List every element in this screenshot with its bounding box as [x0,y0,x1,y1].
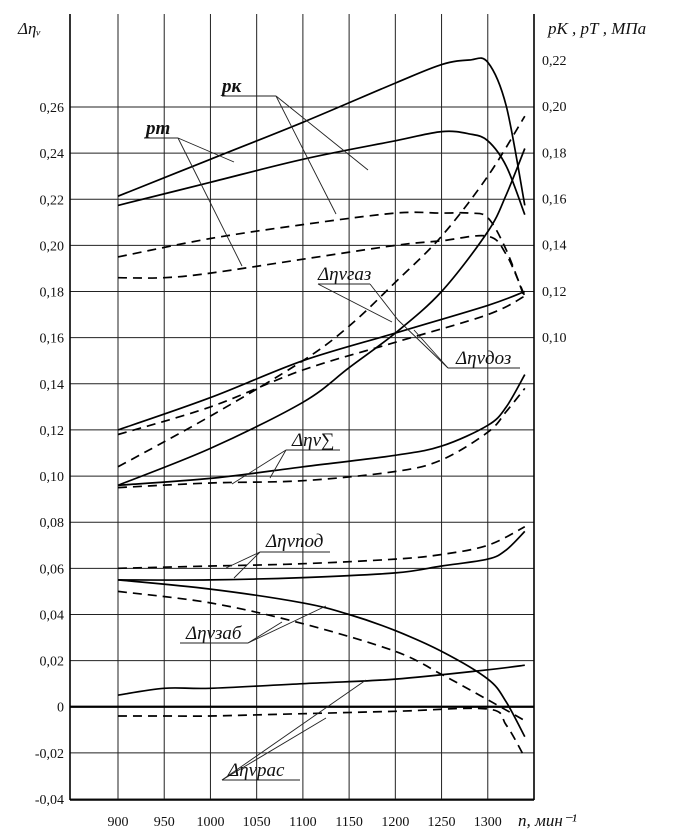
label-ras: Δηvрас [228,760,285,781]
label-zab: Δηvзаб [186,623,242,644]
label-pt: pт [146,118,171,139]
y-right-tick-label: 0,18 [542,146,567,162]
leader-line [232,450,286,484]
x-axis-label: n, мин⁻¹ [518,811,577,830]
y-left-tick-label: -0,02 [34,746,64,762]
x-tick-label: 900 [107,815,129,830]
x-tick-label: 950 [153,815,175,830]
series-line-3 [118,131,525,214]
label-sum: Δηv∑ [292,430,335,451]
series-line-15 [118,665,525,695]
leader-line [414,330,448,368]
series-line-14 [118,591,525,720]
y-right-tick-label: 0,20 [542,100,567,116]
label-doz: Δηvдоз [456,348,512,369]
y-right-tick-label: 0,10 [542,331,567,346]
y-axis-left-label: Δηᵥ [18,19,42,38]
leader-line [398,320,448,368]
y-right-tick-label: 0,16 [542,192,567,208]
leader-line [318,284,392,322]
y-right-tick-label: 0,14 [542,238,567,254]
label-pk: pк [222,76,242,97]
grid [70,14,534,800]
label-gaz: Δηvгаз [318,264,372,285]
x-tick-label: 1250 [427,815,456,830]
x-tick-label: 1100 [289,815,317,830]
data-curves [118,58,525,757]
plot-frame [70,14,534,800]
y-left-tick-label: 0,22 [39,193,64,209]
y-left-tick-label: 0,06 [39,562,64,578]
x-tick-label: 1000 [196,815,225,830]
y-right-tick-label: 0,22 [542,54,567,69]
y-left-tick-label: 0,10 [39,470,64,486]
x-tick-label: 1300 [473,815,502,830]
x-tick-label: 1050 [242,815,271,830]
series-line-16 [118,708,525,757]
series-line-1 [118,58,525,205]
y-left-tick-label: -0,04 [34,793,64,808]
y-left-tick-label: 0,08 [39,516,64,532]
y-left-tick-label: 0,12 [39,423,64,439]
label-pod: Δηvпод [266,531,324,552]
y-right-tick-label: 0,12 [542,284,567,300]
y-left-tick-label: 0 [57,700,64,716]
leader-line [178,138,234,162]
x-tick-label: 1200 [381,815,410,830]
y-left-tick-label: 0,16 [39,331,64,347]
y-left-tick-label: 0,26 [39,101,64,116]
leader-line [270,450,286,478]
y-left-tick-label: 0,14 [39,377,64,393]
x-tick-label: 1150 [335,815,363,830]
leader-line [248,622,282,643]
y-left-tick-label: 0,24 [39,147,64,163]
y-left-tick-label: 0,20 [39,239,64,255]
y-axis-right-label: pК , pТ , МПа [548,19,647,38]
y-left-tick-label: 0,02 [39,654,64,670]
leader-line [248,606,326,643]
y-left-tick-label: 0,04 [39,608,64,624]
y-left-tick-label: 0,18 [39,285,64,301]
